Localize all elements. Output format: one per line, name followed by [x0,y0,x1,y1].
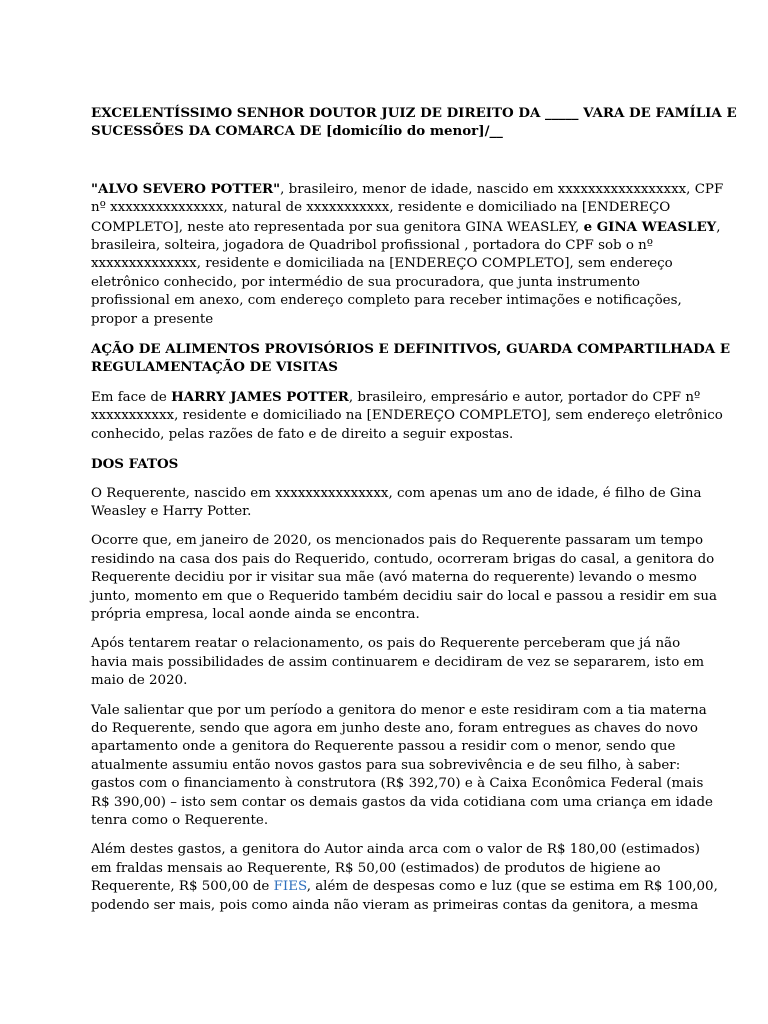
paragraph-line: O Requerente, nascido em xxxxxxxxxxxxxxx, com apenas um ano de idade, é filho de Gina [91,485,702,501]
paragraph-line: Weasley e Harry Potter. [91,503,252,519]
paragraph-line: R$ 390,00) – isto sem contar os demais gastos da vida cotidiana com uma criança em idade [91,794,713,810]
paragraph-line: Vale salientar que por um período a genitora do menor e este residiram com a tia materna [91,702,707,718]
document-page [91,104,737,915]
paragraph-line: Após tentarem reatar o relacionamento, os pais do Requerente perceberam que já não [91,636,681,652]
paragraph-line: maio de 2020. [91,673,188,689]
paragraph-line: atualmente assumiu então novos gastos para sua sobrevivência e de seu filho, à saber: [91,757,681,773]
paragraph-line: xxxxxxxxxxx, residente e domiciliado na [ENDEREÇO COMPLETO], sem endereço eletrônico [91,408,723,424]
action-title-line: REGULAMENTAÇÃO DE VISITAS [91,359,338,376]
facts-paragraph-3 [91,635,705,690]
paragraph-line: COMPLETO], neste ato representada por sua genitora GINA WEASLEY, e GINA WEASLEY, [91,218,721,235]
paragraph-line: profissional em anexo, com endereço completo para receber intimações e notificações, [91,293,682,309]
fies-link[interactable]: FIES [273,879,307,895]
facts-paragraph-5 [91,841,718,915]
paragraph-line: tenra como o Requerente. [91,813,269,828]
paragraph-line: Em face de HARRY JAMES POTTER, brasileiro, empresário e autor, portador do CPF nº [91,388,701,405]
facts-paragraph-2 [91,532,717,624]
paragraph-line: do Requerente, sendo que agora em junho deste ano, foram entregues as chaves do novo [91,720,698,736]
paragraph-line: brasileira, solteira, jogadora de Quadribol profissional , portadora do CPF sob o nº [91,238,654,254]
paragraph-line: Requerente decidiu por ir visitar sua mãe (avó materna do requerente) levando o mesmo [91,570,697,586]
paragraph-line: própria empresa, local aonde ainda se encontra. [91,606,420,622]
paragraph-line: apartamento onde a genitora do Requerente passou a residir com o menor, sendo que [91,739,676,755]
action-title-line: AÇÃO DE ALIMENTOS PROVISÓRIOS E DEFINITIVOS, GUARDA COMPARTILHADA E [91,341,731,358]
court-header [91,104,737,141]
intro-paragraph [91,180,724,329]
paragraph-line: Ocorre que, em janeiro de 2020, os mencionados pais do Requerente passaram um tempo [91,533,704,549]
respondent-name: HARRY JAMES POTTER [171,388,349,405]
paragraph-line: Requerente, R$ 500,00 de FIES, além de despesas como e luz (que se estima em R$ 100,00, [91,879,718,895]
respondent-paragraph [91,388,723,444]
paragraph-line: "ALVO SEVERO POTTER", brasileiro, menor de idade, nascido em xxxxxxxxxxxxxxxxx, CPF [91,180,724,197]
facts-section-title: DOS FATOS [91,456,179,473]
paragraph-line: junto, momento em que o Requerido também decidiu sair do local e passou a residir em sua [91,588,717,604]
facts-paragraph-4 [91,702,713,831]
paragraph-line: podendo ser mais, pois como ainda não vieram as primeiras contas da genitora, a mesma [91,897,699,913]
paragraph-line: havia mais possibilidades de assim continuarem e decidiram de vez se separarem, isto em [91,654,705,670]
court-header-line: EXCELENTÍSSIMO SENHOR DOUTOR JUIZ DE DIREITO DA _____ VARA DE FAMÍLIA E [91,105,737,121]
facts-paragraph-1 [91,485,702,522]
representative-name: e GINA WEASLEY [583,218,717,235]
paragraph-line: conhecido, pelas razões de fato e de direito a seguir expostas. [91,426,514,442]
paragraph-line: nº xxxxxxxxxxxxxxx, natural de xxxxxxxxxxx, residente e domiciliado na [ENDEREÇO [91,200,671,216]
paragraph-line: em fraldas mensais ao Requerente, R$ 50,00 (estimados) de produtos de higiene ao [91,860,661,876]
court-header-line: SUCESSÕES DA COMARCA DE [domicílio do menor]/__ [91,123,503,140]
paragraph-line: residindo na casa dos pais do Requerido, contudo, ocorreram brigas do casal, a genitora do [91,551,715,567]
paragraph-line: xxxxxxxxxxxxxx, residente e domiciliada na [ENDEREÇO COMPLETO], sem endereço [91,256,673,272]
paragraph-line: gastos com o financiamento à construtora (R$ 392,70) e à Caixa Econômica Federal (mais [91,776,704,792]
paragraph-line: propor a presente [91,311,214,327]
paragraph-line: Além destes gastos, a genitora do Autor ainda arca com o valor de R$ 180,00 (estimados) [91,842,700,858]
plaintiff-name: "ALVO SEVERO POTTER" [91,180,281,197]
action-title [91,340,731,377]
paragraph-line: eletrônico conhecido, por intermédio de sua procuradora, que junta instrumento [91,274,640,290]
